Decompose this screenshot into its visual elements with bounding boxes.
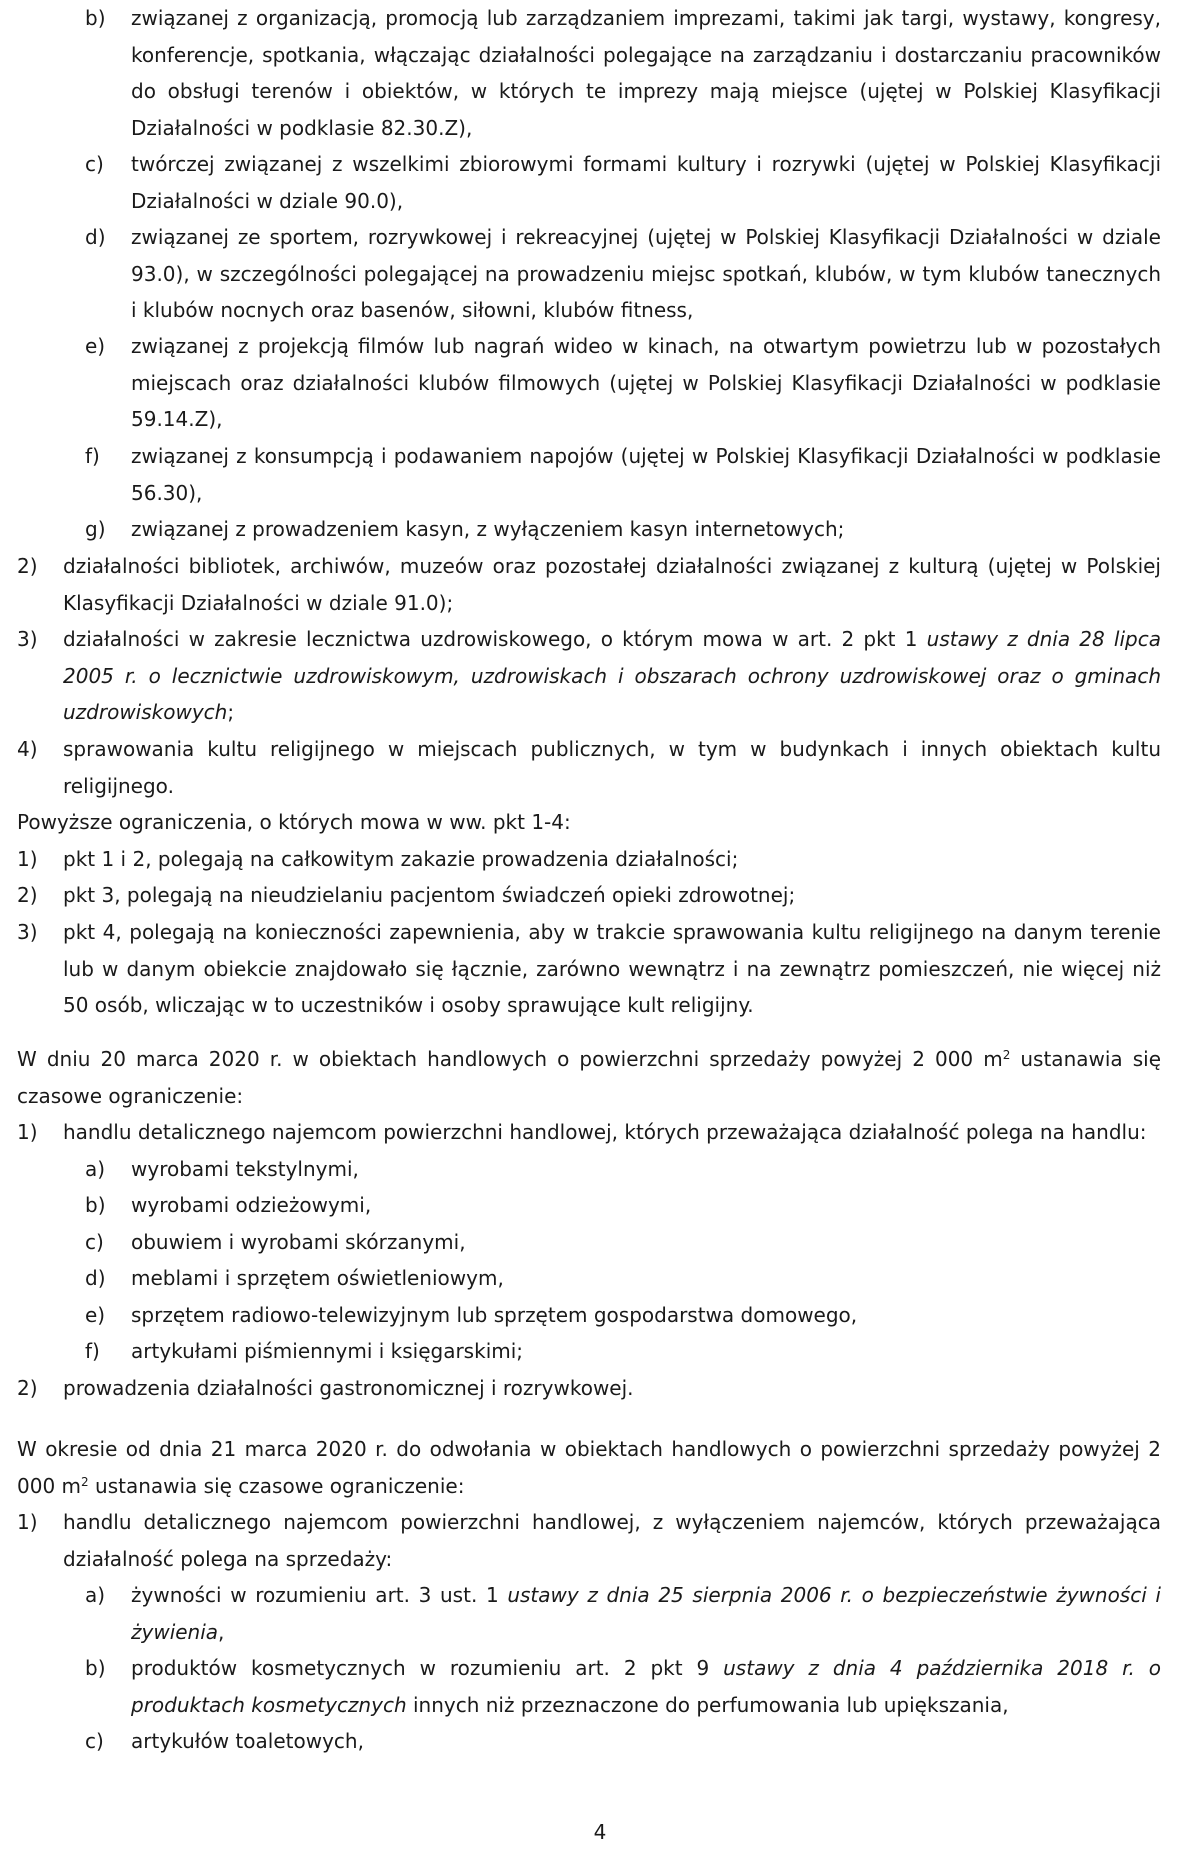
list-label: a) xyxy=(85,1583,106,1607)
list-label: b) xyxy=(85,1656,106,1680)
list-label: 1) xyxy=(17,1120,38,1144)
list-label: 3) xyxy=(17,627,38,651)
list-label: 1) xyxy=(17,847,38,871)
list-item-b xyxy=(85,0,1161,146)
list-text: prowadzenia działalności gastronomicznej i rozrywkowej. xyxy=(63,1376,634,1400)
list-label: 2) xyxy=(17,883,38,907)
march20-item-1 xyxy=(17,1114,1161,1151)
list-label: c) xyxy=(85,1729,104,1753)
list-label: f) xyxy=(85,1339,100,1363)
list-text: handlu detalicznego najemcom powierzchni handlowej, których przeważająca działalność polega na handlu: xyxy=(63,1120,1147,1144)
list-text: meblami i sprzętem oświetleniowym, xyxy=(131,1266,504,1290)
list-label: e) xyxy=(85,334,106,358)
list-label: a) xyxy=(85,1157,106,1181)
list-label: e) xyxy=(85,1303,106,1327)
list-text: wyrobami odzieżowymi, xyxy=(131,1193,372,1217)
list-label: 4) xyxy=(17,737,38,761)
list-label: c) xyxy=(85,152,104,176)
list-text: artykułów toaletowych, xyxy=(131,1729,364,1753)
list-label: 3) xyxy=(17,920,38,944)
list-text: produktów kosmetycznych w rozumieniu art. 2 pkt 9 ustawy z dnia 4 października 2018 r. o produktach kosmetycznych innych niż przeznaczone do perfumowania lub upiększania, xyxy=(131,1656,1161,1717)
list-text: artykułami piśmiennymi i księgarskimi; xyxy=(131,1339,524,1363)
march21-sub-a xyxy=(85,1577,1161,1650)
list-text: handlu detalicznego najemcom powierzchni handlowej, z wyłączeniem najemców, których przeważająca działalność polega na sprzedaży: xyxy=(63,1510,1161,1571)
list-text: żywności w rozumieniu art. 3 ust. 1 ustawy z dnia 25 sierpnia 2006 r. o bezpieczeństwie żywności i żywienia, xyxy=(131,1583,1161,1644)
restriction-item-1 xyxy=(17,841,1161,878)
list-label: 2) xyxy=(17,554,38,578)
list-item-g xyxy=(85,511,1161,548)
list-item-d xyxy=(85,219,1161,329)
restrictions-intro: Powyższe ograniczenia, o których mowa w ww. pkt 1-4: xyxy=(17,810,571,834)
march21-sub-c xyxy=(85,1723,1161,1760)
march21-item-1 xyxy=(17,1504,1161,1577)
list-label: 1) xyxy=(17,1510,38,1534)
list-label: d) xyxy=(85,225,106,249)
list-text: działalności w zakresie lecznictwa uzdrowiskowego, o którym mowa w art. 2 pkt 1 ustawy z dnia 28 lipca 2005 r. o lecznictwie uzdrowiskowym, uzdrowiskach i obszarach ochrony uzdrowiskowej oraz o gminach uzdrowiskowych; xyxy=(63,627,1161,724)
march20-sub-f xyxy=(85,1333,1161,1370)
list-text: pkt 1 i 2, polegają na całkowitym zakazie prowadzenia działalności; xyxy=(63,847,739,871)
list-label: 2) xyxy=(17,1376,38,1400)
list-text: związanej z konsumpcją i podawaniem napojów (ujętej w Polskiej Klasyfikacji Działalności w podklasie 56.30), xyxy=(131,444,1161,505)
march20-item-2 xyxy=(17,1370,1161,1407)
list-text: twórczej związanej z wszelkimi zbiorowymi formami kultury i rozrywki (ujętej w Polskiej Klasyfikacji Działalności w dziale 90.0), xyxy=(131,152,1161,213)
list-item-2 xyxy=(17,548,1161,621)
list-text: działalności bibliotek, archiwów, muzeów oraz pozostałej działalności związanej z kulturą (ujętej w Polskiej Klasyfikacji Działalności w dziale 91.0); xyxy=(63,554,1161,615)
list-item-f xyxy=(85,438,1161,511)
march21-sub-b xyxy=(85,1650,1161,1723)
march20-sub-a xyxy=(85,1151,1161,1188)
march20-sub-c xyxy=(85,1224,1161,1261)
march20-sub-d xyxy=(85,1260,1161,1297)
list-item-e xyxy=(85,328,1161,438)
list-text: sprawowania kultu religijnego w miejscach publicznych, w tym w budynkach i innych obiektach kultu religijnego. xyxy=(63,737,1161,798)
list-item-4 xyxy=(17,731,1161,804)
list-text: obuwiem i wyrobami skórzanymi, xyxy=(131,1230,466,1254)
restriction-item-3 xyxy=(17,914,1161,1024)
march20-sub-b xyxy=(85,1187,1161,1224)
list-text: związanej z prowadzeniem kasyn, z wyłączeniem kasyn internetowych; xyxy=(131,517,845,541)
list-label: b) xyxy=(85,1193,106,1217)
restriction-item-2 xyxy=(17,877,1161,914)
march21-intro: W okresie od dnia 21 marca 2020 r. do odwołania w obiektach handlowych o powierzchni sprzedaży powyżej 2 000 $m^2$ ustanawia się czasowe ograniczenie: xyxy=(17,1437,1161,1498)
list-text: sprzętem radiowo-telewizyjnym lub sprzętem gospodarstwa domowego, xyxy=(131,1303,858,1327)
list-text: pkt 3, polegają na nieudzielaniu pacjentom świadczeń opieki zdrowotnej; xyxy=(63,883,796,907)
list-label: d) xyxy=(85,1266,106,1290)
page-number: 4 xyxy=(593,1820,607,1844)
march20-intro: W dniu 20 marca 2020 r. w obiektach handlowych o powierzchni sprzedaży powyżej 2 000 $m^2$ ustanawia się czasowe ograniczenie: xyxy=(17,1047,1161,1108)
list-text: pkt 4, polegają na konieczności zapewnienia, aby w trakcie sprawowania kultu religijnego na danym terenie lub w danym obiekcie znajdowało się łącznie, zarówno wewnątrz i na zewnątrz pomieszczeń, nie więcej niż 50 osób, wliczając w to uczestników i osoby sprawujące kult religijny. xyxy=(63,920,1161,1017)
list-text: wyrobami tekstylnymi, xyxy=(131,1157,359,1181)
list-text: związanej ze sportem, rozrywkowej i rekreacyjnej (ujętej w Polskiej Klasyfikacji Działalności w dziale 93.0), w szczególności polegającej na prowadzeniu miejsc spotkań, klubów, w tym klubów tanecznych i klubów nocnych oraz basenów, siłowni, klubów fitness, xyxy=(131,225,1161,322)
list-label: c) xyxy=(85,1230,104,1254)
list-text: związanej z projekcją filmów lub nagrań wideo w kinach, na otwartym powietrzu lub w pozostałych miejscach oraz działalności klubów filmowych (ujętej w Polskiej Klasyfikacji Działalności w podklasie 59.14.Z), xyxy=(131,334,1161,431)
list-label: f) xyxy=(85,444,100,468)
list-label: g) xyxy=(85,517,106,541)
march20-sub-e xyxy=(85,1297,1161,1334)
list-text: związanej z organizacją, promocją lub zarządzaniem imprezami, takimi jak targi, wystawy, kongresy, konferencje, spotkania, włączając działalności polegające na zarządzaniu i dostarczaniu pracowników do obsługi terenów i obiektów, w których te imprezy mają miejsce (ujętej w Polskiej Klasyfikacji Działalności w podklasie 82.30.Z), xyxy=(131,6,1161,140)
list-label: b) xyxy=(85,6,106,30)
list-item-c xyxy=(85,146,1161,219)
list-item-3 xyxy=(17,621,1161,731)
